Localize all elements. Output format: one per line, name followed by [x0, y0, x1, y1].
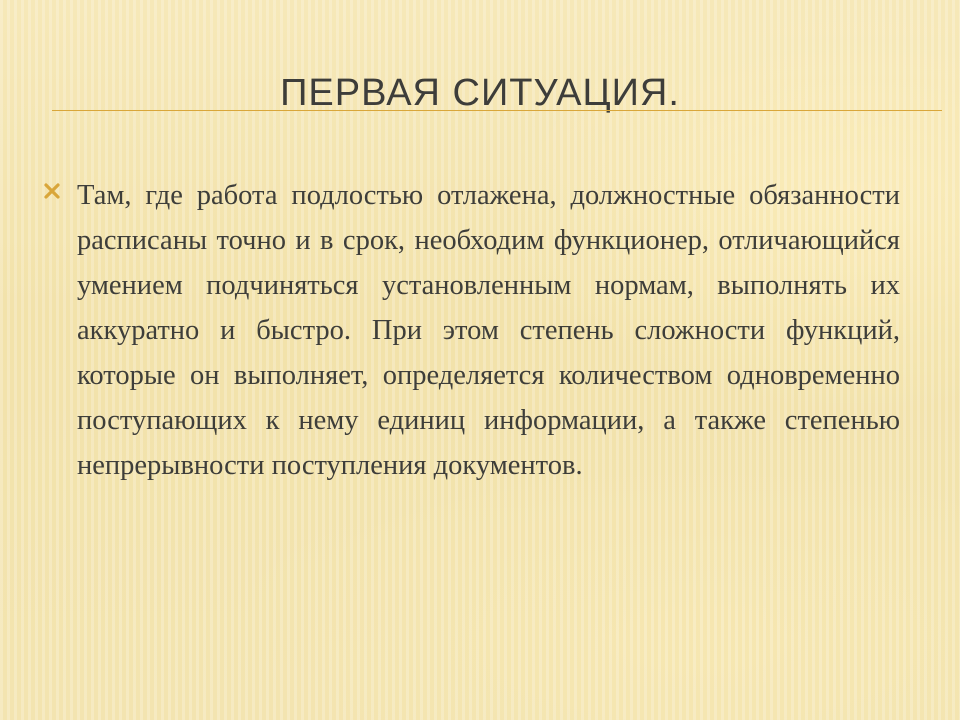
slide-title: ПЕРВАЯ СИТУАЦИЯ.: [280, 72, 680, 114]
x-mark-icon: [42, 181, 62, 201]
title-underline: [52, 110, 942, 111]
bullet-paragraph: Там, где работа подлостью отлажена, должностные обязанности расписаны точно и в срок, необходим функционер, отличающийся умением подчиняться установленным нормам, выполнять их аккуратно и быстро. При этом степень сложности функций, которые он выполняет, определяется количеством одновременно поступающих к нему единиц информации, а также степенью непрерывности поступления документов.: [77, 180, 900, 481]
